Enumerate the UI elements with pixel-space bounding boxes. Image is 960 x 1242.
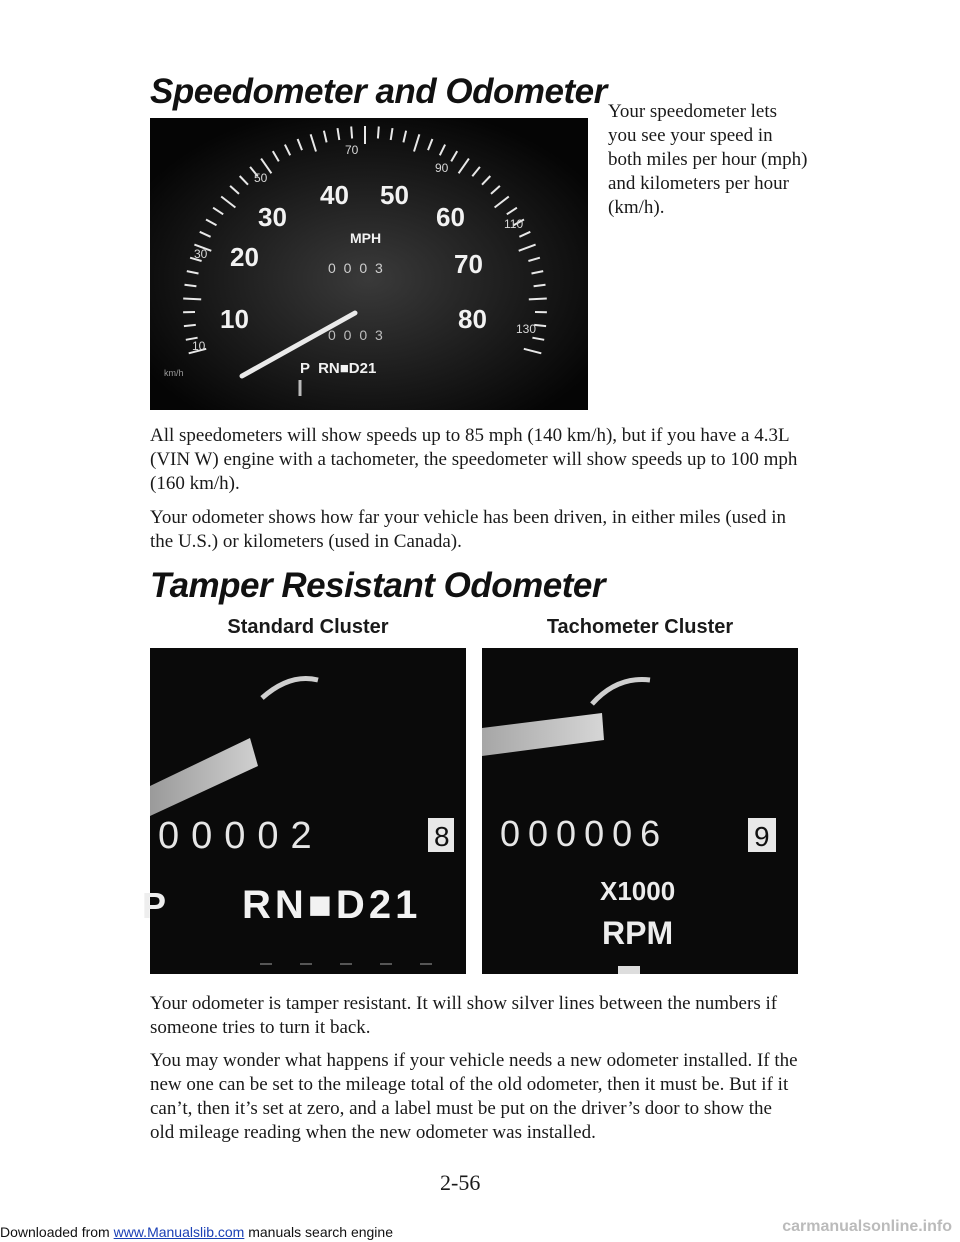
mph-label-50: 50 xyxy=(380,180,409,210)
standard-odometer-digits: 00002 xyxy=(158,815,324,857)
mph-label-20: 20 xyxy=(230,242,259,272)
kmh-label-90: 90 xyxy=(435,161,449,175)
watermark-text: carmanualsonline.info xyxy=(782,1218,952,1235)
footer-suffix: manuals search engine xyxy=(244,1224,393,1240)
section-title-speedometer: Speedometer and Odometer xyxy=(150,72,607,111)
speedometer-tick xyxy=(529,299,547,300)
mph-label-30: 30 xyxy=(258,202,287,232)
speedometer-gauge-image xyxy=(150,118,588,410)
standard-edge-letter: P xyxy=(142,885,167,926)
tach-odometer-last-digit: 9 xyxy=(754,821,770,852)
caption-tachometer-cluster: Tachometer Cluster xyxy=(546,616,734,638)
mph-label-70: 70 xyxy=(454,249,483,279)
speedometer-tick xyxy=(351,127,352,139)
speedometer-range-text: All speedometers will show speeds up to 85 mph (140 km/h), but if you have a 4.3L (VIN W) engine with a tachometer, the speedometer will show speeds up to 100 mph (160 km/h). xyxy=(150,425,798,494)
tach-rpm-label: RPM xyxy=(602,915,674,951)
speedometer-tick xyxy=(378,127,379,139)
manualslib-link[interactable]: www.Manualslib.com xyxy=(113,1224,245,1240)
page-number: 2-56 xyxy=(440,1170,481,1195)
kmh-label-130: 130 xyxy=(516,322,537,336)
caption-standard-cluster: Standard Cluster xyxy=(227,616,389,638)
download-footer xyxy=(0,1224,393,1240)
speedometer-photo xyxy=(150,118,588,410)
mph-label-10: 10 xyxy=(220,304,249,334)
standard-gear-indicator: RN■D21 xyxy=(242,883,422,927)
tamper-resistant-text: Your odometer is tamper resistant. It will show silver lines between the numbers if someone tries to turn it back. xyxy=(150,993,778,1038)
tachometer-cluster-photo xyxy=(482,648,798,974)
tach-odometer-digits: 000006 xyxy=(500,813,669,854)
kmh-unit-label: km/h xyxy=(164,368,184,378)
mph-label-40: 40 xyxy=(320,180,349,210)
tach-x1000-label: X1000 xyxy=(600,876,676,906)
kmh-label-30: 30 xyxy=(194,247,208,261)
footer-prefix: Downloaded from xyxy=(0,1224,114,1240)
kmh-label-70: 70 xyxy=(345,143,359,157)
odometer-description: Your odometer shows how far your vehicle has been driven, in either miles (used in the U.S.) or kilometers (used in Canada). xyxy=(150,507,787,552)
standard-odometer-last-digit: 8 xyxy=(434,821,450,852)
section-title-tamper: Tamper Resistant Odometer xyxy=(150,566,605,605)
mph-label-80: 80 xyxy=(458,304,487,334)
gear-indicator-text: P RN■D21 xyxy=(300,360,377,377)
tachometer-odometer-image xyxy=(482,648,798,974)
kmh-label-50: 50 xyxy=(254,171,268,185)
odometer-readout: 0 0 0 3 xyxy=(328,327,385,343)
trip-odometer-readout: 0 0 0 3 xyxy=(328,260,385,276)
speedometer-tick xyxy=(183,299,201,300)
standard-odometer-image xyxy=(142,648,466,974)
mph-unit-label: MPH xyxy=(350,230,382,246)
new-odometer-text: You may wonder what happens if your vehicle needs a new odometer installed. If the new one can be set to the mileage total of the old odometer, then it must be. But if it can’t, then it’s set at zero, and a label must be put on the driver’s door to show the old mileage reading when the new odometer was installed. xyxy=(150,1050,798,1143)
kmh-label-10: 10 xyxy=(192,339,206,353)
speedometer-tick xyxy=(184,325,196,326)
mph-label-60: 60 xyxy=(436,202,465,232)
speedometer-description: Your speedometer lets you see your speed in both miles per hour (mph) and kilometers per hour (km/h). xyxy=(608,101,808,218)
kmh-label-110: 110 xyxy=(504,217,524,231)
standard-cluster-photo xyxy=(142,648,466,974)
